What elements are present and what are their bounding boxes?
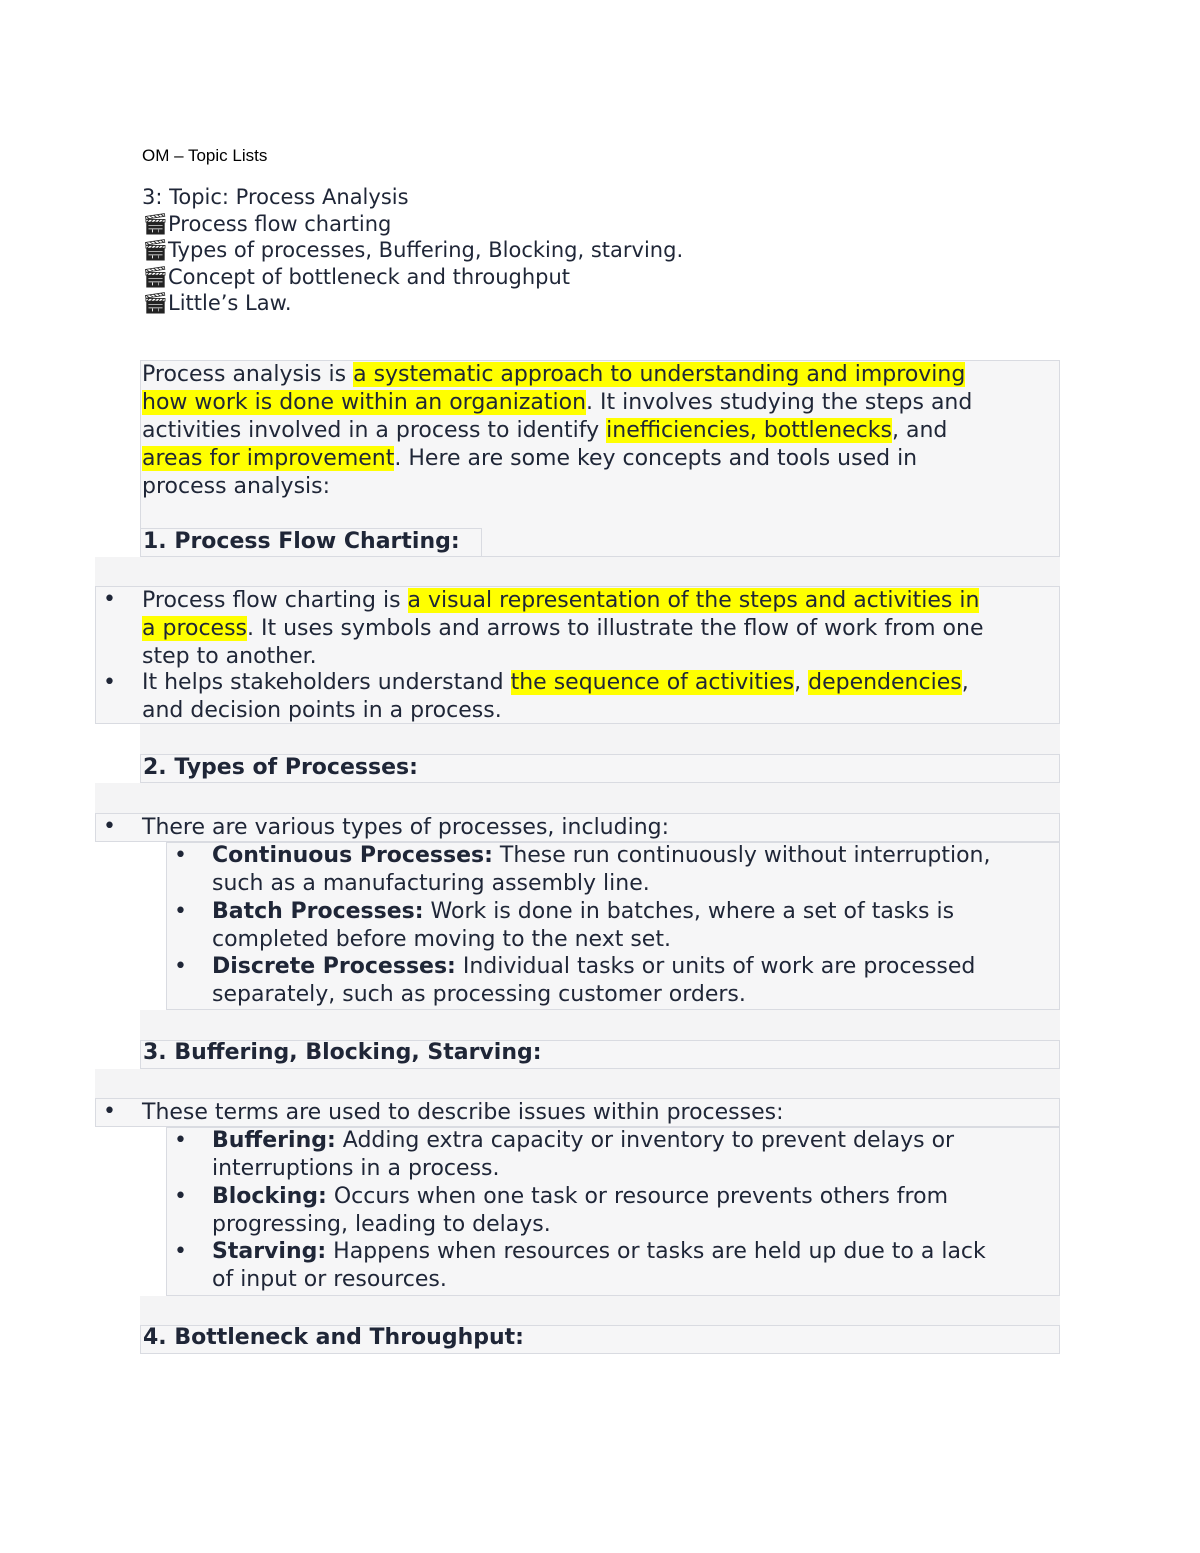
- clapperboard-icon: 🎬︎: [142, 291, 169, 316]
- bullet: •: [103, 1099, 116, 1124]
- bullet: •: [174, 1128, 187, 1153]
- clapperboard-icon: 🎬︎: [142, 211, 169, 236]
- topic-item: 🎬︎Little’s Law.: [142, 291, 292, 316]
- highlight: areas for improvement: [142, 446, 395, 471]
- bullet: •: [103, 670, 116, 695]
- topic-item: 🎬︎Process flow charting: [142, 211, 392, 236]
- intro-paragraph: Process analysis is a systematic approach to understanding and improving how work is done within an organization. It involves studying the steps and activities involved in a process to identify inefficiencies, bottlenecks, and areas for improvement. Here are some key concepts and tools used in process analysis:: [142, 362, 973, 499]
- document-header: OM – Topic Lists: [142, 146, 268, 165]
- spacer-strip: [140, 1296, 1060, 1325]
- section-heading-1: 1. Process Flow Charting:: [143, 529, 460, 554]
- highlight: dependencies: [808, 670, 962, 695]
- section-heading-4: 4. Bottleneck and Throughput:: [143, 1325, 524, 1350]
- section-1-bullet-1: Process flow charting is a visual representation of the steps and activities in a process. It uses symbols and arrows to illustrate the flow of work from one step to another.: [142, 588, 984, 669]
- highlight: a visual representation of the steps and activities in: [407, 588, 980, 613]
- section-3-lead: These terms are used to describe issues within processes:: [142, 1100, 784, 1125]
- section-2-item: Discrete Processes: Individual tasks or units of work are processed separately, such as processing customer orders.: [212, 954, 976, 1007]
- clapperboard-icon: 🎬︎: [142, 264, 169, 289]
- spacer-strip: [95, 557, 1060, 586]
- spacer-strip: [140, 724, 1060, 754]
- section-heading-3: 3. Buffering, Blocking, Starving:: [143, 1040, 542, 1065]
- bullet: •: [103, 587, 116, 612]
- topic-title: 3: Topic: Process Analysis: [142, 185, 409, 209]
- bullet: •: [174, 1184, 187, 1209]
- spacer-strip: [95, 783, 1060, 813]
- bullet: •: [174, 1239, 187, 1264]
- section-1-bullet-2: It helps stakeholders understand the sequence of activities, dependencies, and decision points in a process.: [142, 670, 969, 723]
- highlight: inefficiencies, bottlenecks: [606, 418, 892, 443]
- spacer-strip: [140, 1010, 1060, 1040]
- section-2-lead: There are various types of processes, including:: [142, 815, 670, 840]
- spacer-strip: [95, 1069, 1060, 1098]
- bullet: •: [174, 954, 187, 979]
- section-3-item: Starving: Happens when resources or tasks are held up due to a lack of input or resources.: [212, 1239, 986, 1292]
- highlight: a systematic approach to understanding and improving: [353, 362, 966, 387]
- section-heading-2: 2. Types of Processes:: [143, 755, 418, 780]
- clapperboard-icon: 🎬︎: [142, 238, 169, 263]
- section-2-item: Batch Processes: Work is done in batches, where a set of tasks is completed before moving to the next set.: [212, 899, 955, 952]
- topic-list: [142, 184, 683, 317]
- highlight: a process: [142, 616, 248, 641]
- topic-item: 🎬︎Concept of bottleneck and throughput: [142, 264, 571, 289]
- bullet: •: [174, 899, 187, 924]
- section-3-item: Buffering: Adding extra capacity or inventory to prevent delays or interruptions in a process.: [212, 1128, 955, 1181]
- highlight: how work is done within an organization: [142, 390, 587, 415]
- section-2-item: Continuous Processes: These run continuously without interruption, such as a manufacturing assembly line.: [212, 843, 991, 896]
- topic-item: 🎬︎Types of processes, Buffering, Blocking, starving.: [142, 238, 684, 263]
- section-3-item: Blocking: Occurs when one task or resource prevents others from progressing, leading to delays.: [212, 1184, 948, 1237]
- bullet: •: [103, 814, 116, 839]
- bullet: •: [174, 843, 187, 868]
- highlight: the sequence of activities: [510, 670, 795, 695]
